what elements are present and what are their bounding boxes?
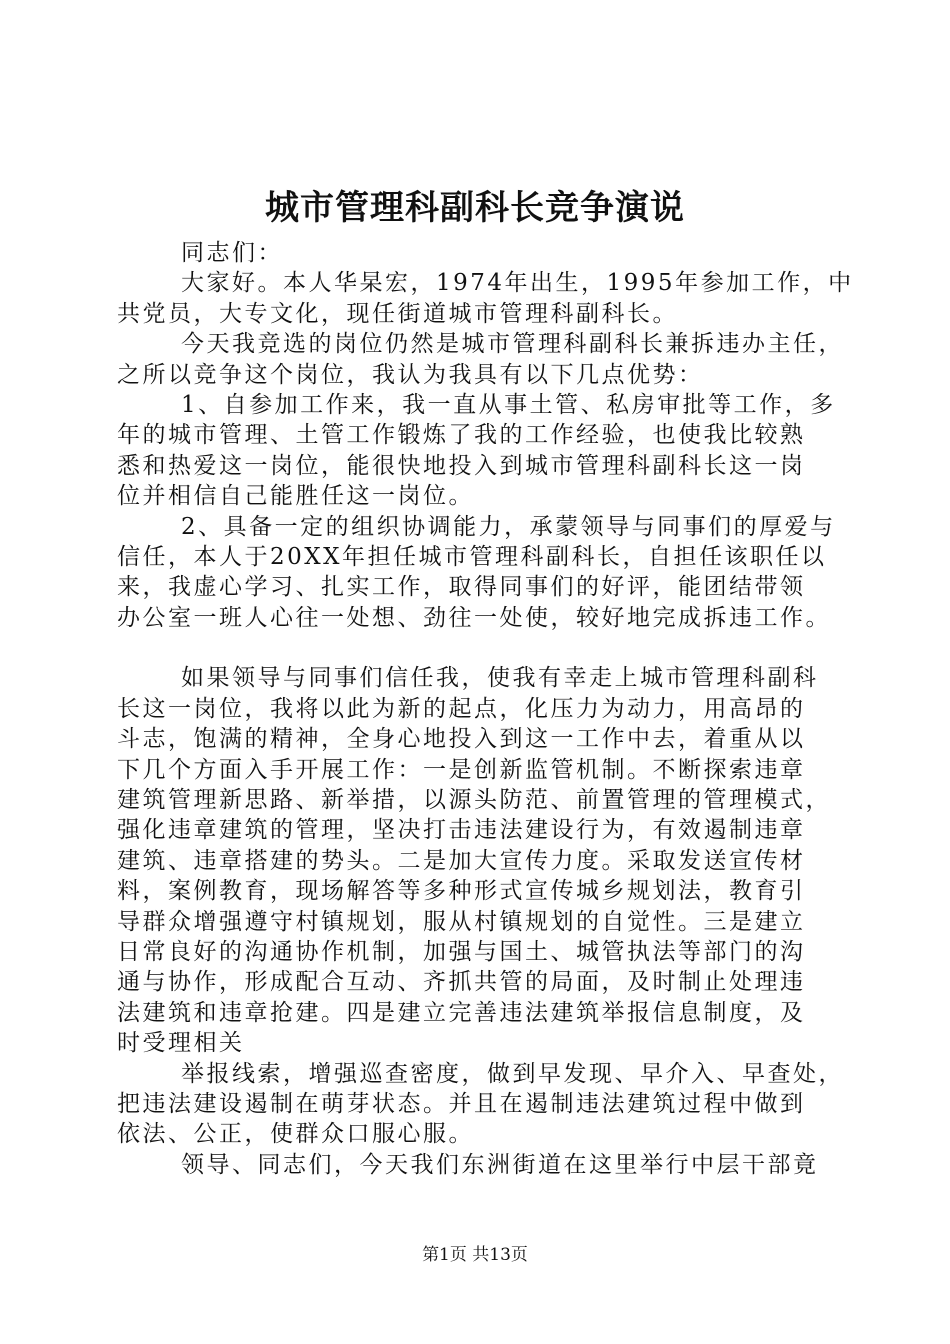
text-line-12: 来，我虚心学习、扎实工作，取得同事们的好评，能团结带领 — [117, 574, 806, 601]
text-line-17: 斗志，饱满的精神，全身心地投入到这一工作中去，着重从以 — [117, 726, 806, 753]
text-line-23: 导群众增强遵守村镇规划，服从村镇规划的自觉性。三是建立 — [117, 908, 806, 935]
text-line-25: 通与协作，形成配合互动、齐抓共管的局面，及时制止处理违 — [117, 969, 806, 996]
text-line-7: 年的城市管理、土管工作锻炼了我的工作经验，也使我比较熟 — [117, 422, 806, 449]
text-line-6: 1、自参加工作来，我一直从事土管、私房审批等工作，多 — [181, 391, 836, 418]
text-line-5: 之所以竞争这个岗位，我认为我具有以下几点优势： — [117, 361, 704, 388]
text-line-24: 日常良好的沟通协作机制，加强与国土、城管执法等部门的沟 — [117, 938, 806, 965]
text-line-30: 依法、公正，使群众口服心服。 — [117, 1121, 474, 1148]
text-line-4: 今天我竞选的岗位仍然是城市管理科副科长兼拆违办主任， — [181, 331, 844, 358]
text-line-26: 法建筑和违章抢建。四是建立完善违法建筑举报信息制度，及 — [117, 999, 806, 1026]
page-number: 第1页 共13页 — [422, 1245, 528, 1265]
text-line-21: 建筑、违章搭建的势头。二是加大宣传力度。采取发送宣传材 — [117, 847, 806, 874]
blank-line — [117, 633, 857, 663]
text-line-1: 同志们： — [181, 240, 283, 266]
text-line-20: 强化违章建筑的管理，坚决打击违法建设行为，有效遏制违章 — [117, 817, 806, 844]
text-line-19: 建筑管理新思路、新举措，以源头防范、前置管理的管理模式， — [117, 787, 831, 814]
text-line-3: 共党员，大专文化，现任街道城市管理科副科长。 — [117, 300, 678, 327]
text-line-16: 长这一岗位，我将以此为新的起点，化压力为动力，用高昂的 — [117, 695, 806, 722]
document-body — [117, 238, 857, 1180]
text-line-8: 悉和热爱这一岗位，能很快地投入到城市管理科副科长这一岗 — [117, 452, 806, 479]
text-line-11: 信任，本人于20XX年担任城市管理科副科长，自担任该职任以 — [117, 543, 827, 570]
text-line-2: 大家好。本人华杲宏，1974年出生，1995年参加工作，中 — [181, 270, 854, 297]
text-line-27: 时受理相关 — [117, 1030, 245, 1057]
text-line-28: 举报线索，增强巡查密度，做到早发现、早介入、早查处， — [181, 1060, 844, 1087]
text-line-29: 把违法建设遏制在萌芽状态。并且在遏制违法建筑过程中做到 — [117, 1090, 806, 1117]
text-line-9: 位并相信自己能胜任这一岗位。 — [117, 483, 474, 510]
text-line-18: 下几个方面入手开展工作：一是创新监管机制。不断探索违章 — [117, 756, 806, 783]
text-line-13: 办公室一班人心往一处想、劲往一处使，较好地完成拆违工作。 — [117, 604, 831, 631]
document-title: 城市管理科副科长竞争演说 — [265, 188, 685, 228]
text-line-10: 2、具备一定的组织协调能力，承蒙领导与同事们的厚爱与 — [181, 513, 836, 540]
text-line-22: 料，案例教育，现场解答等多种形式宣传城乡规划法，教育引 — [117, 878, 806, 905]
text-line-15: 如果领导与同事们信任我，使我有幸走上城市管理科副科 — [181, 665, 819, 692]
text-line-31: 领导、同志们，今天我们东洲街道在这里举行中层干部竟 — [181, 1151, 819, 1178]
